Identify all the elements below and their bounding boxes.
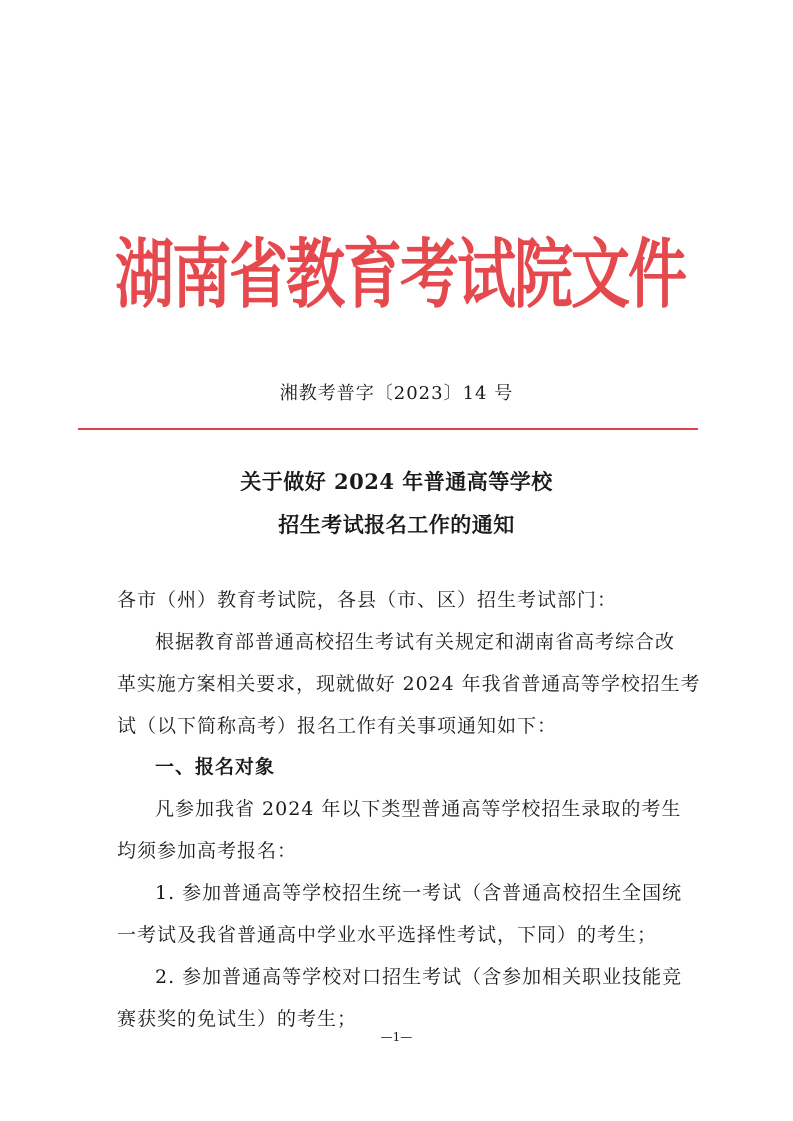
item2-line-2: 赛获奖的免试生）的考生； bbox=[117, 1008, 358, 1030]
section1-line-1: 凡参加我省 2024 年以下类型普通高等学校招生录取的考生 bbox=[155, 798, 682, 820]
item1-line-2: 一考试及我省普通高中学业水平选择性考试，下同）的考生； bbox=[117, 924, 658, 946]
item2-line-1: 2. 参加普通高等学校对口招生考试（含参加相关职业技能竞 bbox=[155, 966, 683, 988]
intro-line-2: 革实施方案相关要求，现就做好 2024 年我省普通高等学校招生考 bbox=[117, 673, 701, 695]
salutation: 各市（州）教育考试院，各县（市、区）招生考试部门： bbox=[117, 589, 618, 611]
red-divider-line bbox=[78, 428, 698, 430]
section1-line-2: 均须参加高考报名： bbox=[117, 840, 298, 862]
intro-line-1: 根据教育部普通高校招生考试有关规定和湖南省高考综合改 bbox=[155, 631, 676, 653]
notice-title-line1: 关于做好 2024 年普通高等学校 bbox=[240, 469, 553, 494]
section-heading-1: 一、报名对象 bbox=[155, 756, 276, 778]
item1-line-1: 1. 参加普通高等学校招生统一考试（含普通高校招生全国统 bbox=[155, 882, 683, 904]
intro-line-3: 试（以下简称高考）报名工作有关事项通知如下： bbox=[117, 715, 558, 737]
notice-title-line2: 招生考试报名工作的通知 bbox=[278, 512, 515, 537]
page-number: —1— bbox=[380, 1030, 413, 1044]
document-number: 湘教考普字〔2023〕14 号 bbox=[279, 383, 514, 404]
document-header-title: 湖南省教育考试院文件 bbox=[114, 230, 685, 319]
